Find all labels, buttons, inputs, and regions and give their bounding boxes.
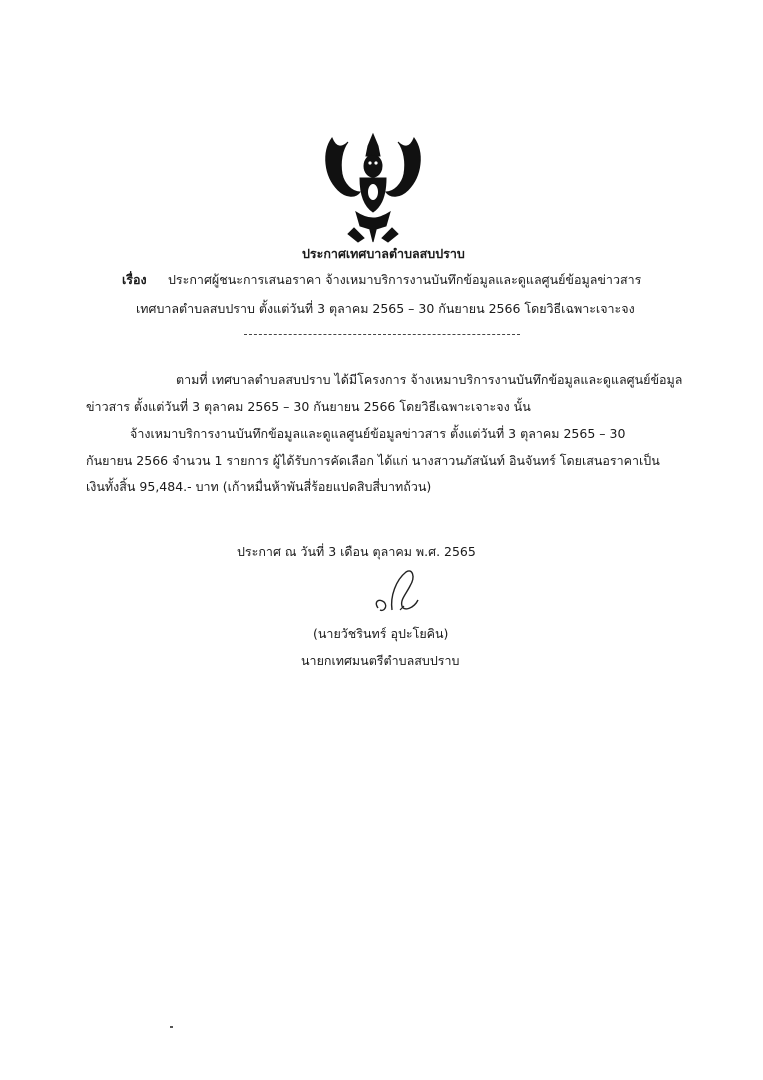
paragraph-2-line-3: เงินทั้งสิ้น 95,484.- บาท (เก้าหมื่นห้าพันสี่ร้อยแปดสิบสี่บาทถ้วน) xyxy=(86,479,432,494)
signer-name: (นายวัชรินทร์ อุปะโยคิน) xyxy=(313,626,449,641)
subject-line-1: ประกาศผู้ชนะการเสนอราคา จ้างเหมาบริการงานบันทึกข้อมูลและดูแลศูนย์ข้อมูลข่าวสาร xyxy=(168,272,642,287)
paragraph-2-line-2: กันยายน 2566 จำนวน 1 รายการ ผู้ได้รับการคัดเลือก ได้แก่ นางสาวนภัสนันท์ อินจันทร์ โดยเสนอราคาเป็น xyxy=(86,453,660,468)
paragraph-2-line-1: จ้างเหมาบริการงานบันทึกข้อมูลและดูแลศูนย์ข้อมูลข่าวสาร ตั้งแต่วันที่ 3 ตุลาคม 2565 – 30 xyxy=(130,426,626,441)
paragraph-1-line-1: ตามที่ เทศบาลตำบลสบปราบ ได้มีโครงการ จ้างเหมาบริการงานบันทึกข้อมูลและดูแลศูนย์ข้อมูล xyxy=(176,372,683,387)
divider xyxy=(244,334,520,335)
handwritten-signature xyxy=(370,566,430,616)
signer-title: นายกเทศมนตรีตำบลสบปราบ xyxy=(301,653,460,668)
announcement-date: ประกาศ ณ วันที่ 3 เดือน ตุลาคม พ.ศ. 2565 xyxy=(237,544,476,559)
garuda-emblem xyxy=(320,132,426,244)
subject-label: เรื่อง xyxy=(122,272,147,287)
paragraph-1-line-2: ข่าวสาร ตั้งแต่วันที่ 3 ตุลาคม 2565 – 30 กันยายน 2566 โดยวิธีเฉพาะเจาะจง นั้น xyxy=(86,399,531,414)
stray-mark xyxy=(170,1026,173,1028)
subject-line-2: เทศบาลตำบลสบปราบ ตั้งแต่วันที่ 3 ตุลาคม 2565 – 30 กันยายน 2566 โดยวิธีเฉพาะเจาะจง xyxy=(136,301,635,316)
document-title: ประกาศเทศบาลตำบลสบปราบ xyxy=(302,246,465,261)
